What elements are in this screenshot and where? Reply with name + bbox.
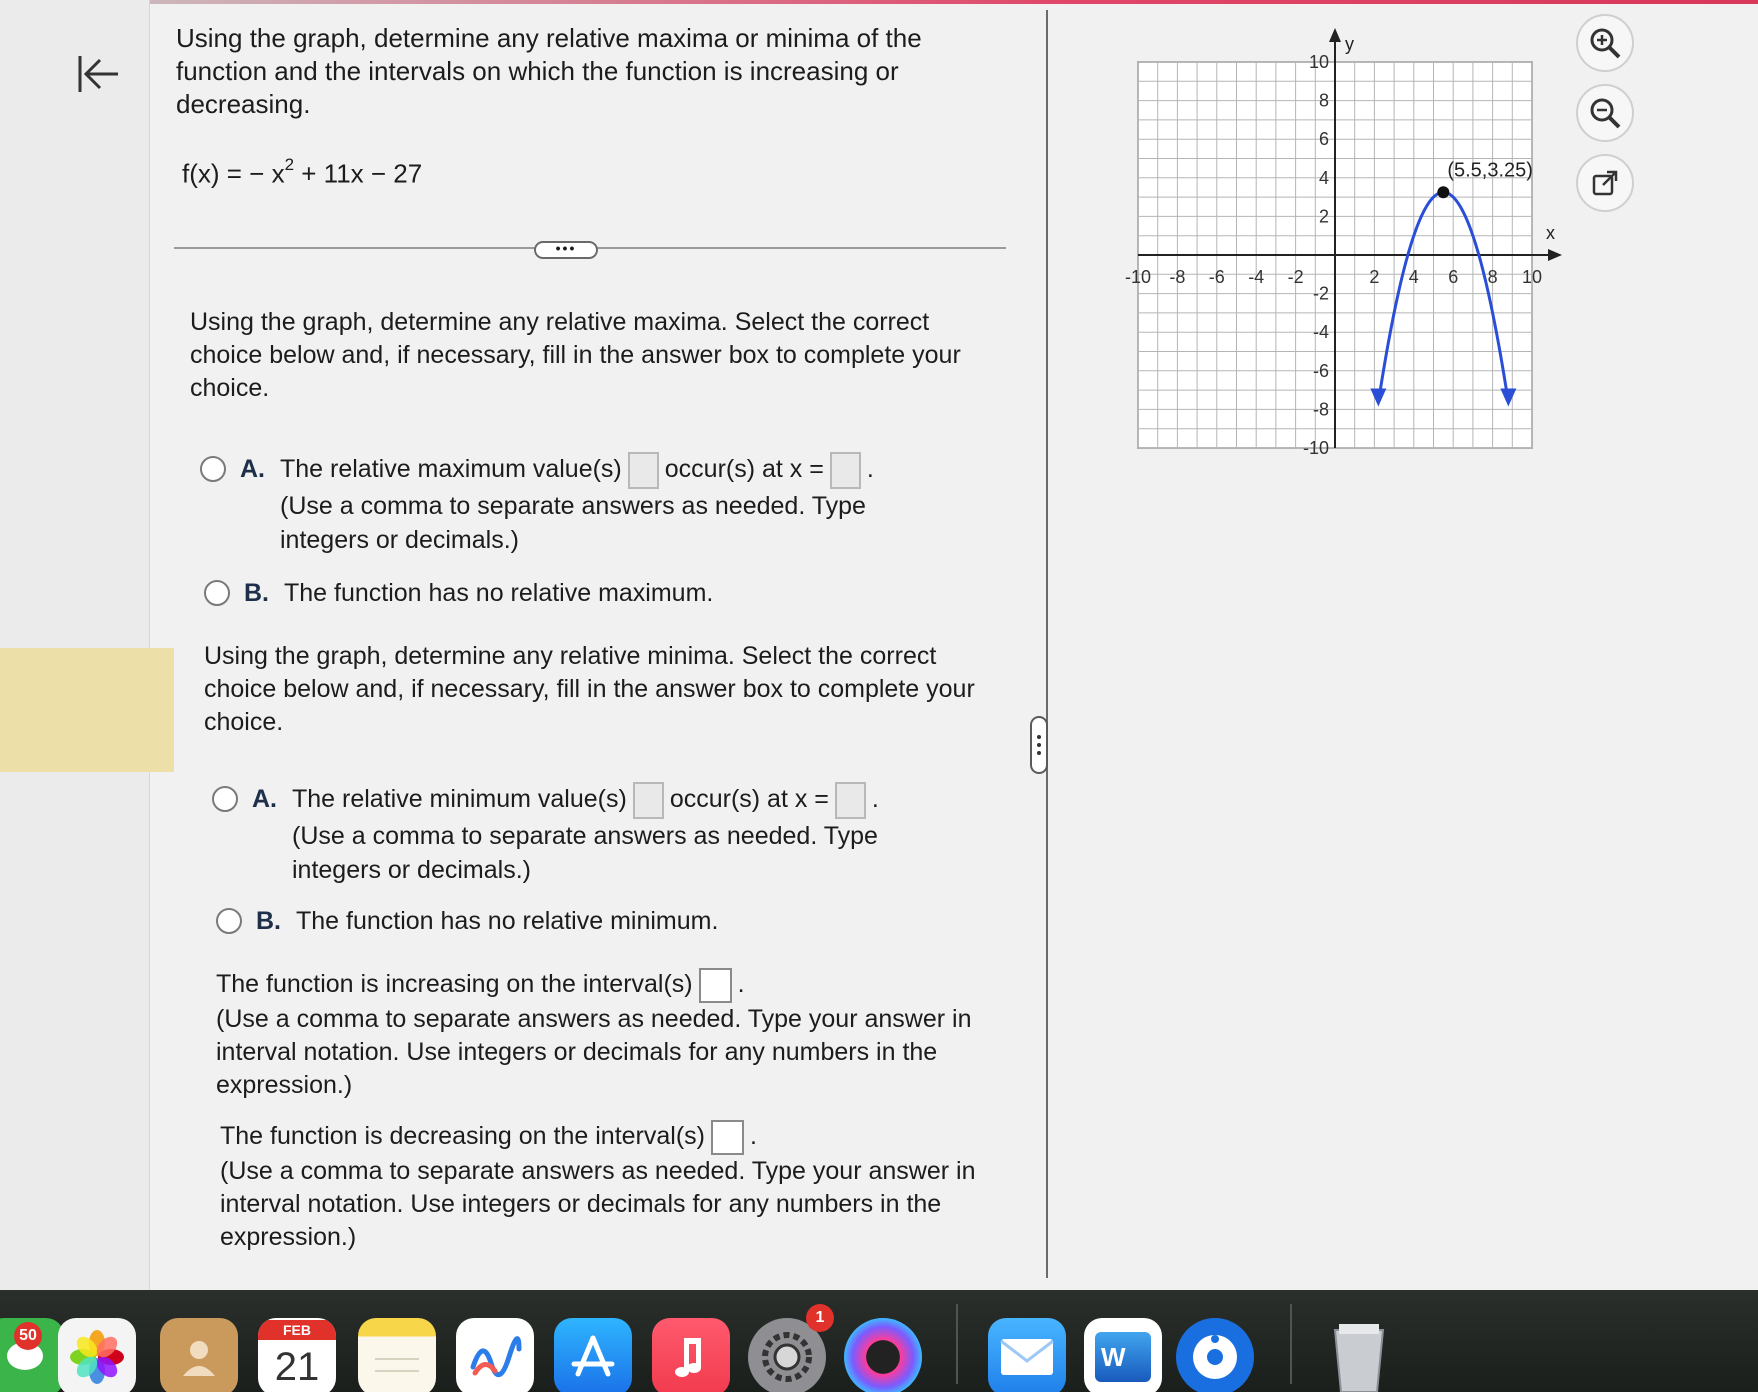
increasing-interval-input[interactable] xyxy=(699,968,732,1003)
choice-letter: A. xyxy=(240,455,265,483)
expand-more-button[interactable]: ••• xyxy=(534,241,598,259)
formula-exponent: 2 xyxy=(284,155,295,174)
choice-text: occur(s) at x = xyxy=(669,785,829,814)
y-tick-label: 6 xyxy=(1318,129,1329,150)
formula-lhs: f(x) = − x xyxy=(182,158,285,189)
siri-orb-icon xyxy=(878,1352,888,1362)
maxima-choice-b[interactable] xyxy=(204,576,924,610)
dock-badge: 50 xyxy=(14,1322,42,1350)
dock-music[interactable] xyxy=(652,1318,730,1392)
trash-can-icon xyxy=(1327,1320,1391,1392)
choice-text: The relative minimum value(s) xyxy=(292,785,627,814)
x-tick-label: -6 xyxy=(1208,267,1225,287)
x-tick-label: -4 xyxy=(1248,267,1265,287)
x-tick-label: 2 xyxy=(1369,267,1380,287)
x-tick-label: 10 xyxy=(1521,267,1543,287)
function-formula xyxy=(182,155,423,190)
y-tick-label: -4 xyxy=(1312,322,1329,343)
arrow-left-bar-icon xyxy=(74,50,122,98)
x-tick-label: -10 xyxy=(1124,267,1152,287)
min-x-input[interactable] xyxy=(835,782,866,819)
accessibility-icon xyxy=(1185,1327,1245,1387)
dock-app-store[interactable] xyxy=(554,1318,632,1392)
x-tick-label: -8 xyxy=(1169,267,1186,287)
minima-radio-b[interactable] xyxy=(216,908,242,934)
y-tick-label: -2 xyxy=(1312,283,1329,304)
maxima-choice-a[interactable]: A. The relative maximum value(s) occur(s) at x = . (Use a comma to separate answers as needed. Type integers or decimals.) xyxy=(200,452,920,557)
y-tick-label: 10 xyxy=(1308,52,1329,72)
dock-notes[interactable] xyxy=(358,1318,436,1392)
max-value-input[interactable] xyxy=(628,452,659,489)
external-link-icon xyxy=(1590,168,1620,198)
decreasing-text: The function is decreasing on the interval(s) xyxy=(220,1122,705,1151)
dock-accessibility[interactable] xyxy=(1176,1318,1254,1392)
formula-rhs: + 11x − 27 xyxy=(294,158,423,189)
decreasing-hint: (Use a comma to separate answers as needed. Type your answer in interval notation. Use integers or decimals for any numbers in the expression.) xyxy=(220,1157,976,1251)
gear-icon xyxy=(757,1327,817,1387)
increasing-hint: (Use a comma to separate answers as needed. Type your answer in interval notation. Use integers or decimals for any numbers in the expression.) xyxy=(216,1005,972,1099)
minima-choice-b[interactable] xyxy=(216,904,936,938)
decreasing-interval-input[interactable] xyxy=(711,1120,744,1155)
dock-word[interactable] xyxy=(1084,1318,1162,1392)
y-axis-label: y xyxy=(1345,34,1354,54)
maxima-prompt: Using the graph, determine any relative maxima. Select the correct choice below and, if necessary, fill in the answer box to complete your choice. xyxy=(190,308,961,402)
y-tick-label: -10 xyxy=(1302,438,1329,458)
music-note-icon xyxy=(666,1332,716,1382)
question-text: Using the graph, determine any relative maxima or minima of the function and the intervals on which the function is increasing or decreasing. xyxy=(176,23,922,119)
choice-text: occur(s) at x = xyxy=(664,455,824,484)
notes-icon xyxy=(367,1327,427,1387)
increasing-text: The function is increasing on the interval(s) xyxy=(216,970,693,999)
y-tick-label: -8 xyxy=(1312,399,1329,420)
choice-text: The function has no relative maximum. xyxy=(284,579,714,607)
zoom-out-icon xyxy=(1588,96,1622,130)
min-value-input[interactable] xyxy=(633,782,664,819)
mail-envelope-icon xyxy=(999,1337,1055,1377)
x-tick-label: -2 xyxy=(1287,267,1304,287)
decreasing-block: The function is decreasing on the interval(s) . (Use a comma to separate answers as needed. Type your answer in interval notation. Use integers or decimals for any numbers in the expression.) xyxy=(220,1120,1010,1254)
calendar-day: 21 xyxy=(274,1345,320,1389)
function-graph xyxy=(1120,22,1570,462)
minima-radio-a[interactable] xyxy=(212,786,238,812)
zoom-in-button[interactable] xyxy=(1576,14,1634,72)
photos-flower-icon xyxy=(67,1327,127,1387)
maxima-radio-b[interactable] xyxy=(204,580,230,606)
app-store-a-icon xyxy=(566,1330,620,1384)
choice-hint: (Use a comma to separate answers as needed. Type integers or decimals.) xyxy=(292,822,878,884)
x-tick-label: 6 xyxy=(1448,267,1459,287)
dock-badge: 1 xyxy=(806,1304,834,1332)
y-tick-label: -6 xyxy=(1312,360,1329,381)
x-tick-label: 8 xyxy=(1487,267,1498,287)
y-tick-label: 2 xyxy=(1318,206,1329,227)
minima-choice-a[interactable]: A. The relative minimum value(s) occur(s) at x = . (Use a comma to separate answers as needed. Type integers or decimals.) xyxy=(212,782,932,887)
vertex-label: (5.5,3.25) xyxy=(1447,159,1533,182)
zoom-out-button[interactable] xyxy=(1576,84,1634,142)
y-tick-label: 4 xyxy=(1318,167,1329,188)
pane-divider xyxy=(1046,10,1048,1278)
choice-hint: (Use a comma to separate answers as needed. Type integers or decimals.) xyxy=(280,492,866,554)
zoom-in-icon xyxy=(1588,26,1622,60)
choice-letter: B. xyxy=(244,579,269,607)
dock-freeform[interactable] xyxy=(456,1318,534,1392)
increasing-block: The function is increasing on the interval(s) . (Use a comma to separate answers as needed. Type your answer in interval notation. Use integers or decimals for any numbers in the expression.) xyxy=(216,968,1006,1102)
pane-resize-handle[interactable] xyxy=(1030,716,1048,774)
maxima-radio-a[interactable] xyxy=(200,456,226,482)
contacts-person-icon xyxy=(174,1332,224,1382)
dock-mail[interactable] xyxy=(988,1318,1066,1392)
choice-text: The relative maximum value(s) xyxy=(280,455,622,484)
choice-letter: B. xyxy=(256,907,281,935)
dock-separator xyxy=(1290,1304,1292,1384)
y-tick-label: 8 xyxy=(1318,90,1329,111)
dock-siri[interactable] xyxy=(844,1318,922,1392)
open-external-button[interactable] xyxy=(1576,154,1634,212)
x-tick-label: 4 xyxy=(1408,267,1419,287)
calendar-month: FEB xyxy=(258,1320,336,1340)
dock-calendar[interactable] xyxy=(258,1318,336,1392)
rail-highlight xyxy=(0,648,174,772)
vertex-point xyxy=(1437,186,1449,198)
minima-prompt: Using the graph, determine any relative minima. Select the correct choice below and, if necessary, fill in the answer box to complete your choice. xyxy=(204,642,975,736)
choice-text: The function has no relative minimum. xyxy=(296,907,719,935)
dock-trash[interactable] xyxy=(1320,1318,1398,1392)
dock-separator xyxy=(956,1304,958,1384)
collapse-back-button[interactable] xyxy=(70,46,126,102)
y-axis-arrow xyxy=(1329,28,1341,42)
x-axis-arrow xyxy=(1548,249,1562,261)
x-axis-label: x xyxy=(1546,223,1555,243)
progress-accent-bar xyxy=(0,0,1758,4)
dock-photos[interactable] xyxy=(58,1318,136,1392)
dock-contacts[interactable] xyxy=(160,1318,238,1392)
choice-letter: A. xyxy=(252,785,277,813)
word-letter: W xyxy=(1095,1332,1151,1382)
freeform-scribble-icon xyxy=(465,1327,525,1387)
max-x-input[interactable] xyxy=(830,452,861,489)
